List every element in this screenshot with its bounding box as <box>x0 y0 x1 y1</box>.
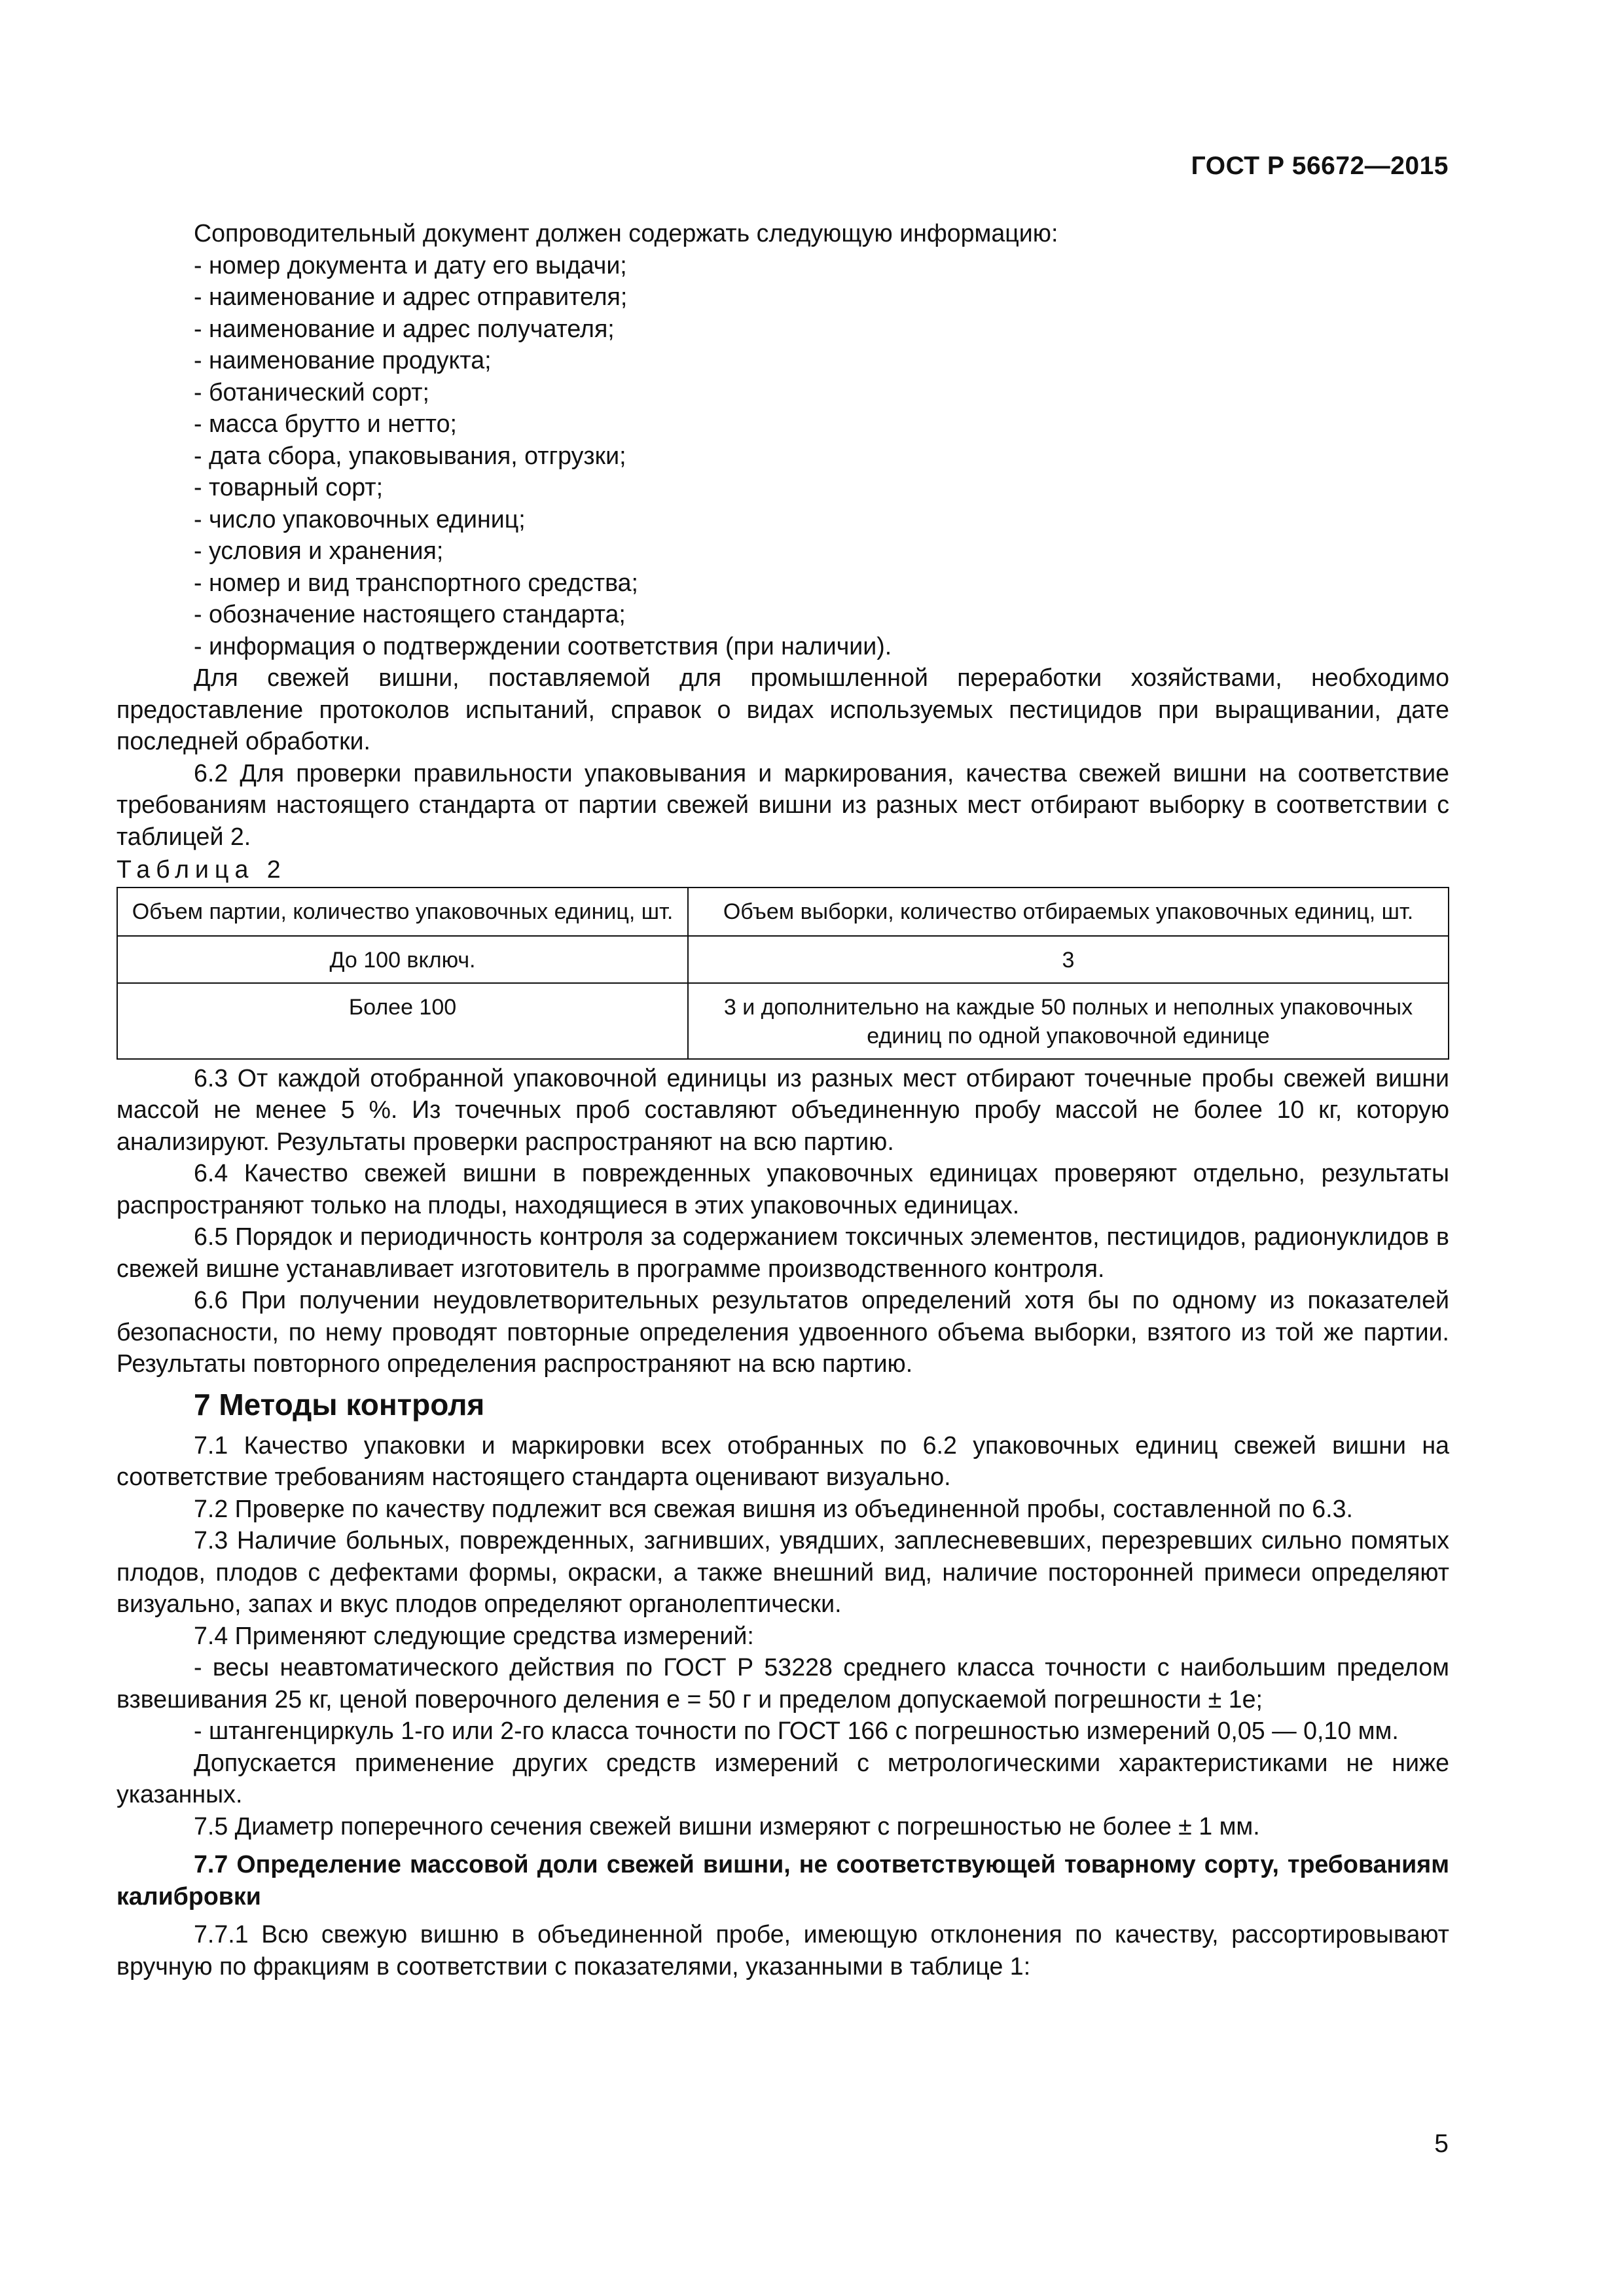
paragraph-7-4-scales: - весы неавтоматического действия по ГОСТ Р 53228 среднего класса точности с наибольшим пределом взвешивания 25 кг, ценой поверочного деления е = 50 г и пределом допускаемой погрешности ± 1е; <box>117 1653 1449 1713</box>
list-item: - дата сбора, упаковывания, отгрузки; <box>194 441 626 469</box>
paragraph-7-1: 7.1 Качество упаковки и маркировки всех отобранных по 6.2 упаковочных единиц свежей вишни на соответствие требованиям настоящего стандарта оценивают визуально. <box>117 1431 1449 1490</box>
paragraph-7-3: 7.3 Наличие больных, поврежденных, загнивших, увядших, заплесневевших, перезревших сильно помятых плодов, плодов с дефектами формы, окраски, а также внешний вид, наличие посторонней примеси определяют визуально, запах и вкус плодов определяют органолептически. <box>117 1526 1449 1617</box>
paragraph-7-2: 7.2 Проверке по качеству подлежит вся свежая вишня из объединенной пробы, составленной по 6.3. <box>194 1494 1353 1522</box>
list-item: - информация о подтверждении соответствия (при наличии). <box>194 632 892 660</box>
table-cell: 3 <box>688 936 1449 983</box>
section-heading: 7 Методы контроля <box>194 1387 485 1422</box>
paragraph-7-4: 7.4 Применяют следующие средства измерений: <box>194 1621 754 1649</box>
paragraph-6-6: 6.6 При получении неудовлетворительных результатов определений хотя бы по одному из показателей безопасности, по нему проводят повторные определения удвоенного объема выборки, взятого из той же партии. Результаты повторного определения распространяют на всю партию. <box>117 1286 1449 1377</box>
table-header-cell: Объем партии, количество упаковочных единиц, шт. <box>117 888 688 936</box>
document-body <box>117 217 1449 1982</box>
paragraph-7-5: 7.5 Диаметр поперечного сечения свежей вишни измеряют с погрешностью не более ± 1 мм. <box>194 1812 1260 1840</box>
table-header-cell: Объем выборки, количество отбираемых упаковочных единиц, шт. <box>688 888 1449 936</box>
table-row <box>117 983 1449 1059</box>
list-item: - обозначение настоящего стандарта; <box>194 600 626 628</box>
table-cell: Более 100 <box>117 983 688 1059</box>
standard-header: ГОСТ Р 56672—2015 <box>1191 152 1449 180</box>
list-item: - масса брутто и нетто; <box>194 410 457 437</box>
list-item: - наименование и адрес отправителя; <box>194 283 628 310</box>
paragraph-7-4-note: Допускается применение других средств измерений с метрологическими характеристиками не ниже указанных. <box>117 1748 1449 1808</box>
list-item: - наименование продукта; <box>194 346 492 374</box>
paragraph-6-4: 6.4 Качество свежей вишни в поврежденных упаковочных единицах проверяют отдельно, результаты распространяют только на плоды, находящиеся в этих упаковочных единицах. <box>117 1159 1449 1219</box>
list-item: - наименование и адрес получателя; <box>194 314 615 342</box>
table-row <box>117 936 1449 983</box>
page-number: 5 <box>1434 2130 1449 2158</box>
table-caption: Таблица 2 <box>117 855 287 883</box>
paragraph-6-5: 6.5 Порядок и периодичность контроля за содержанием токсичных элементов, пестицидов, радионуклидов в свежей вишне устанавливает изготовитель в программе производственного контроля. <box>117 1223 1449 1282</box>
sample-table <box>117 887 1449 1060</box>
list-item: - номер документа и дату его выдачи; <box>194 251 627 279</box>
paragraph-fresh-cherry: Для свежей вишни, поставляемой для промышленной переработки хозяйствами, необходимо предоставление протоколов испытаний, справок о видах используемых пестицидов при выращивании, дате последней обработки. <box>117 664 1449 755</box>
table-header-row <box>117 888 1449 936</box>
intro-paragraph: Сопроводительный документ должен содержать следующую информацию: <box>194 219 1058 247</box>
list-item: - число упаковочных единиц; <box>194 505 526 533</box>
list-item: - условия и хранения; <box>194 537 444 564</box>
subsection-heading-7-7: 7.7 Определение массовой доли свежей вишни, не соответствующей товарному сорту, требованиям калибровки <box>117 1850 1449 1910</box>
paragraph-7-7-1: 7.7.1 Всю свежую вишню в объединенной пробе, имеющую отклонения по качеству, рассортировывают вручную по фракциям в соответствии с показателями, указанными в таблице 1: <box>117 1920 1449 1980</box>
paragraph-6-2: 6.2 Для проверки правильности упаковывания и маркирования, качества свежей вишни на соответствие требованиям настоящего стандарта от партии свежей вишни из разных мест отбирают выборку в соответствии с таблицей 2. <box>117 759 1449 850</box>
table-cell: 3 и дополнительно на каждые 50 полных и неполных упаковочных единиц по одной упаковочной единице <box>688 983 1449 1059</box>
list-item: - номер и вид транспортного средства; <box>194 568 638 596</box>
paragraph-7-4-caliper: - штангенциркуль 1-го или 2-го класса точности по ГОСТ 166 с погрешностью измерений 0,05 — 0,10 мм. <box>194 1717 1399 1744</box>
list-item: - ботанический сорт; <box>194 378 429 406</box>
table-cell: До 100 включ. <box>117 936 688 983</box>
info-list <box>117 249 1449 662</box>
list-item: - товарный сорт; <box>194 473 384 501</box>
paragraph-6-3: 6.3 От каждой отобранной упаковочной единицы из разных мест отбирают точечные пробы свежей вишни массой не менее 5 %. Из точечных проб составляют объединенную пробу массой не более 10 кг, которую анализируют. Результаты проверки распространяют на всю партию. <box>117 1064 1449 1155</box>
